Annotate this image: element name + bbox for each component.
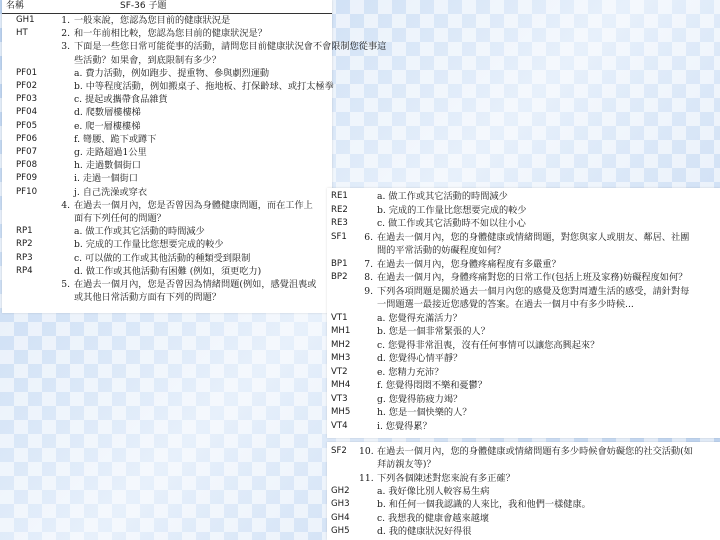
question-text: c. 可以做的工作或其他活動的種類受到限制 (74, 252, 251, 264)
question-text: b. 完成的工作量比您想要完成的較少 (74, 239, 224, 251)
question-text: a. 做工作或其它活動的時間減少 (74, 226, 205, 238)
question-text: 在過去一個月內，您身體疼痛程度有多嚴重？ (377, 258, 561, 270)
item-code: BP2 (331, 272, 348, 282)
question-text: 面有下列任何的問題？ (74, 213, 166, 224)
question-text: d. 我的健康狀況好得很 (377, 525, 472, 537)
question-text: 一般來說，您認為您目前的健康狀況是 (74, 15, 231, 26)
question-text: h. 您是一個快樂的人？ (377, 407, 472, 418)
question-text: c. 提起或攜帶食品雜貨 (74, 94, 168, 106)
item-code: PF03 (16, 94, 38, 105)
question-text: 拜訪親友等)？ (377, 459, 436, 471)
item-code: GH4 (331, 512, 350, 523)
item-code: GH2 (331, 485, 350, 496)
item-code: MH3 (331, 353, 351, 363)
item-code: RE2 (331, 204, 348, 215)
question-text: j. 自己洗澡或穿衣 (74, 186, 148, 198)
question-text: d. 爬數層樓樓梯 (74, 107, 141, 119)
question-text: c. 做工作或其它活動時不如以往小心 (377, 218, 526, 229)
item-code: MH2 (331, 339, 351, 350)
item-code: RP4 (16, 265, 33, 276)
question-text: 在過去一個月內，您的身體健康或情緒問題，對您與家人或朋友、鄰居、社團 (377, 231, 690, 243)
item-code: MH4 (331, 380, 351, 390)
question-text: h. 走過數個街口 (74, 160, 141, 172)
question-text: a. 做工作或其它活動的時間減少 (377, 191, 508, 202)
question-text: 間的平常活動的妨礙程度如何？ (377, 245, 506, 256)
question-text: 下列各項問題是關於過去一個月內您的感覺及您對周遭生活的感受，請針對每 (377, 285, 690, 297)
item-code: PF09 (16, 173, 38, 184)
item-code: RP2 (16, 239, 33, 250)
item-code: RP3 (16, 252, 33, 263)
question-text: d. 做工作或其他活動有困難 (例如，須更吃力) (74, 265, 262, 277)
header-divider (2, 13, 332, 14)
item-code: RE1 (331, 191, 348, 201)
item-code: MH1 (331, 326, 351, 336)
item-code: RE3 (331, 218, 348, 228)
item-code: BP1 (331, 258, 348, 269)
item-code: MH5 (331, 407, 351, 417)
item-code: HT (16, 28, 28, 39)
question-number: 2. (61, 28, 70, 40)
item-code: VT3 (331, 393, 348, 404)
question-text: 或其他日常活動方面有下列的問題？ (74, 292, 221, 304)
question-number: 3. (61, 41, 70, 53)
question-text: a. 我好像比別人較容易生病 (377, 485, 490, 497)
question-text: g. 走路超過1公里 (74, 147, 147, 158)
question-number: 11. (359, 472, 374, 484)
item-code: RP1 (16, 226, 33, 237)
question-text: f. 您覺得悶悶不樂和憂鬱？ (377, 380, 487, 391)
question-text: 和一年前相比較，您認為您目前的健康狀況是？ (74, 28, 267, 40)
item-code: GH3 (331, 499, 350, 510)
sf36-table-part-2 (327, 188, 720, 438)
question-number: 9. (364, 285, 373, 297)
question-text: i. 走過一個街口 (74, 173, 138, 185)
question-number: 7. (364, 258, 373, 270)
item-code: PF06 (16, 133, 38, 144)
sf36-table-part-3 (327, 442, 720, 540)
question-text: 些活動？如果會，到底限制有多少？ (74, 54, 221, 66)
question-text: 在過去一個月內，您的身體健康或情緒問題有多少時候會妨礙您的社交活動(如 (377, 446, 693, 457)
question-text: b. 完成的工作量比您想要完成的較少 (377, 204, 527, 216)
question-text: e. 您精力充沛？ (377, 366, 444, 378)
item-code: PF07 (16, 147, 38, 157)
item-code: PF02 (16, 81, 38, 91)
question-text: f. 彎腰、跪下或蹲下 (74, 133, 157, 145)
item-code: VT2 (331, 366, 348, 377)
question-text: 在過去一個月內，您是否曾因為身體健康問題，而在工作上 (74, 199, 313, 211)
question-number: 5. (61, 279, 70, 290)
item-code: PF10 (16, 186, 38, 197)
item-code: PF01 (16, 67, 38, 78)
question-text: i. 您覺得累？ (377, 420, 432, 432)
question-number: 1. (61, 15, 70, 26)
question-text: 在過去一個月內，您是否曾因為情緒問題(例如，感覺沮喪或 (74, 279, 317, 290)
question-text: a. 您覺得充滿活力？ (377, 312, 462, 324)
question-number: 6. (364, 231, 373, 243)
question-text: a. 費力活動，例如跑步、提重物、參與劇烈運動 (74, 67, 270, 79)
column-header-name: 名稱 (6, 1, 25, 11)
item-code: GH5 (331, 525, 350, 536)
question-text: b. 和任何一個我認識的人來比，我和他們一樣健康。 (377, 499, 591, 511)
question-number: 4. (61, 199, 70, 211)
item-code: PF04 (16, 107, 38, 118)
question-text: 下面是一些您日常可能從事的活動，請問您目前健康狀況會不會限制您從事這 (74, 41, 387, 53)
item-code: PF05 (16, 120, 38, 131)
item-code: VT1 (331, 312, 348, 323)
question-text: c. 您覺得非常沮喪，沒有任何事情可以讓您高興起來？ (377, 339, 600, 351)
item-code: SF1 (331, 231, 347, 242)
question-number: 10. (359, 446, 374, 457)
column-header-title: SF-36 子題 (120, 1, 167, 11)
question-text: c. 我想我的健康會越來越壞 (377, 512, 490, 524)
question-text: b. 中等程度活動，例如搬桌子、拖地板、打保齡球、或打太極拳 (74, 81, 334, 92)
question-text: 在過去一個月內，身體疼痛對您的日常工作(包括上班及家務)妨礙程度如何？ (377, 272, 688, 283)
question-text: d. 您覺得心情平靜？ (377, 353, 463, 364)
item-code: PF08 (16, 160, 38, 171)
question-text: 一問題選一最接近您感覺的答案。在過去一個月中有多少時候... (377, 299, 634, 310)
question-text: b. 您是一個非常緊張的人？ (377, 326, 490, 337)
item-code: SF2 (331, 446, 347, 456)
question-number: 8. (364, 272, 373, 283)
item-code: VT4 (331, 420, 348, 431)
question-text: g. 您覺得筋疲力竭？ (377, 393, 463, 405)
question-text: e. 爬一層樓樓梯 (74, 120, 141, 132)
question-text: 下列各個陳述對您來說有多正確？ (377, 472, 515, 484)
item-code: GH1 (16, 15, 35, 25)
